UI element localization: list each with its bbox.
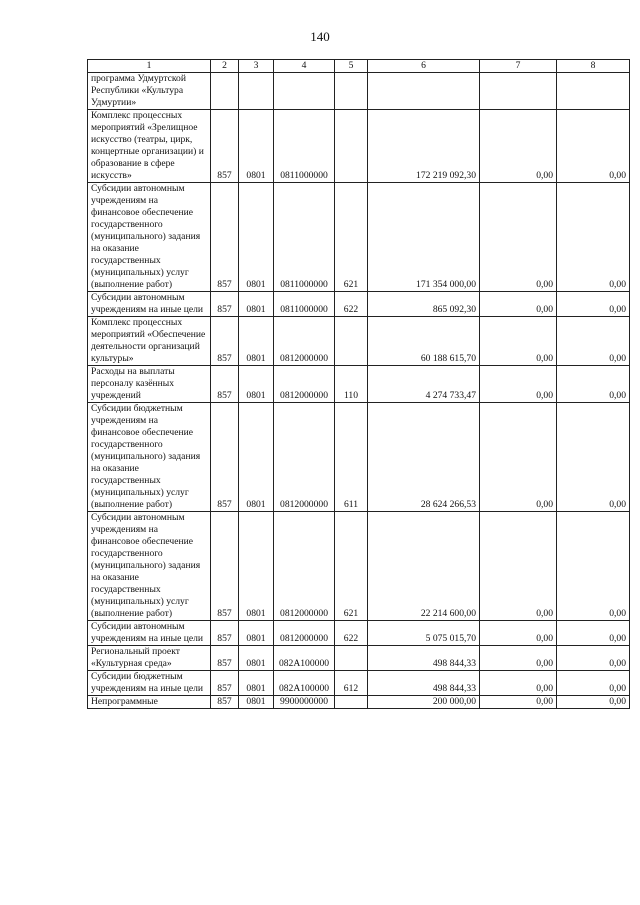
cell-amount: 28 624 266,53 <box>368 403 480 512</box>
cell-amount-7: 0,00 <box>480 110 557 183</box>
cell-expense-type <box>335 110 368 183</box>
row-name-cell: Субсидии автономным учреждениям на иные цели <box>88 292 211 317</box>
cell-expense-type <box>335 317 368 366</box>
cell-section-code: 0801 <box>239 621 274 646</box>
cell-amount-7: 0,00 <box>480 317 557 366</box>
header-row <box>88 60 630 73</box>
cell-target-article: 0812000000 <box>274 403 335 512</box>
cell-target-article: 0812000000 <box>274 366 335 403</box>
budget-table <box>87 59 630 709</box>
row-name-cell: Субсидии бюджетным учреждениям на финансовое обеспечение государственного (муниципального) задания на оказание государственных (муниципальных) услуг (выполнение работ) <box>88 403 211 512</box>
cell-section-code: 0801 <box>239 403 274 512</box>
cell-ministry-code: 857 <box>211 317 239 366</box>
cell-amount-8: 0,00 <box>557 646 630 671</box>
column-header: 3 <box>239 60 274 73</box>
cell-amount-8: 0,00 <box>557 366 630 403</box>
cell-target-article: 082A100000 <box>274 646 335 671</box>
cell-section-code: 0801 <box>239 110 274 183</box>
cell-target-article: 0812000000 <box>274 317 335 366</box>
cell-amount-8: 0,00 <box>557 512 630 621</box>
column-header: 4 <box>274 60 335 73</box>
cell-target-article: 0812000000 <box>274 621 335 646</box>
cell-amount-7: 0,00 <box>480 403 557 512</box>
cell-amount-7: 0,00 <box>480 696 557 709</box>
cell-amount-8: 0,00 <box>557 403 630 512</box>
row-name-cell: Комплекс процессных мероприятий «Обеспечение деятельности организаций культуры» <box>88 317 211 366</box>
cell-section-code: 0801 <box>239 292 274 317</box>
cell-target-article: 082A100000 <box>274 671 335 696</box>
column-header: 7 <box>480 60 557 73</box>
cell-ministry-code: 857 <box>211 183 239 292</box>
cell-target-article: 0811000000 <box>274 292 335 317</box>
cell-amount: 60 188 615,70 <box>368 317 480 366</box>
cell-section-code <box>239 73 274 110</box>
row-name-cell: Субсидии автономным учреждениям на финансовое обеспечение государственного (муниципального) задания на оказание государственных (муниципальных) услуг (выполнение работ) <box>88 512 211 621</box>
cell-expense-type: 611 <box>335 403 368 512</box>
cell-amount: 4 274 733,47 <box>368 366 480 403</box>
cell-section-code: 0801 <box>239 317 274 366</box>
table-row <box>88 512 630 621</box>
row-name-cell: Непрограммные <box>88 696 211 709</box>
cell-amount: 5 075 015,70 <box>368 621 480 646</box>
cell-expense-type: 621 <box>335 183 368 292</box>
cell-amount: 498 844,33 <box>368 646 480 671</box>
column-header: 5 <box>335 60 368 73</box>
page-number: 140 <box>310 29 330 44</box>
table-row <box>88 73 630 110</box>
table-row <box>88 621 630 646</box>
cell-target-article: 0811000000 <box>274 183 335 292</box>
row-name-cell: Субсидии автономным учреждениям на иные цели <box>88 621 211 646</box>
cell-amount-8: 0,00 <box>557 317 630 366</box>
cell-ministry-code: 857 <box>211 292 239 317</box>
row-name-cell: Субсидии автономным учреждениям на финансовое обеспечение государственного (муниципального) задания на оказание государственных (муниципальных) услуг (выполнение работ) <box>88 183 211 292</box>
cell-section-code: 0801 <box>239 646 274 671</box>
cell-expense-type: 612 <box>335 671 368 696</box>
cell-ministry-code: 857 <box>211 512 239 621</box>
cell-amount: 865 092,30 <box>368 292 480 317</box>
cell-ministry-code: 857 <box>211 646 239 671</box>
cell-amount-7: 0,00 <box>480 183 557 292</box>
cell-amount <box>368 73 480 110</box>
cell-section-code: 0801 <box>239 183 274 292</box>
table-row <box>88 292 630 317</box>
cell-amount: 172 219 092,30 <box>368 110 480 183</box>
cell-ministry-code <box>211 73 239 110</box>
cell-amount: 22 214 600,00 <box>368 512 480 621</box>
cell-section-code: 0801 <box>239 512 274 621</box>
cell-target-article <box>274 73 335 110</box>
cell-expense-type: 622 <box>335 292 368 317</box>
row-name-cell: Субсидии бюджетным учреждениям на иные цели <box>88 671 211 696</box>
table-row <box>88 403 630 512</box>
cell-amount-8: 0,00 <box>557 696 630 709</box>
cell-expense-type: 621 <box>335 512 368 621</box>
column-header: 1 <box>88 60 211 73</box>
table-row <box>88 366 630 403</box>
table-row <box>88 183 630 292</box>
cell-amount-7: 0,00 <box>480 292 557 317</box>
column-header: 6 <box>368 60 480 73</box>
row-name-cell: Региональный проект «Культурная среда» <box>88 646 211 671</box>
cell-ministry-code: 857 <box>211 110 239 183</box>
row-name-cell: Комплекс процессных мероприятий «Зрелищное искусство (театры, цирк, концертные организации) и образование в сфере искусств» <box>88 110 211 183</box>
cell-expense-type: 622 <box>335 621 368 646</box>
row-name-cell: программа Удмуртской Республики «Культура Удмуртии» <box>88 73 211 110</box>
cell-target-article: 0811000000 <box>274 110 335 183</box>
cell-amount-7: 0,00 <box>480 366 557 403</box>
column-header: 8 <box>557 60 630 73</box>
cell-amount: 171 354 000,00 <box>368 183 480 292</box>
table-row <box>88 317 630 366</box>
cell-expense-type <box>335 696 368 709</box>
cell-amount: 200 000,00 <box>368 696 480 709</box>
cell-amount-7: 0,00 <box>480 671 557 696</box>
table-row <box>88 671 630 696</box>
cell-ministry-code: 857 <box>211 671 239 696</box>
cell-amount-7: 0,00 <box>480 621 557 646</box>
cell-amount-8: 0,00 <box>557 183 630 292</box>
cell-expense-type <box>335 73 368 110</box>
cell-amount-7: 0,00 <box>480 512 557 621</box>
cell-amount-8: 0,00 <box>557 621 630 646</box>
cell-amount-8: 0,00 <box>557 110 630 183</box>
table-row <box>88 646 630 671</box>
column-header: 2 <box>211 60 239 73</box>
cell-ministry-code: 857 <box>211 696 239 709</box>
cell-ministry-code: 857 <box>211 366 239 403</box>
cell-amount-7: 0,00 <box>480 646 557 671</box>
cell-target-article: 0812000000 <box>274 512 335 621</box>
cell-expense-type: 110 <box>335 366 368 403</box>
cell-ministry-code: 857 <box>211 403 239 512</box>
cell-target-article: 9900000000 <box>274 696 335 709</box>
cell-amount-7 <box>480 73 557 110</box>
cell-ministry-code: 857 <box>211 621 239 646</box>
row-name-cell: Расходы на выплаты персоналу казённых учреждений <box>88 366 211 403</box>
cell-section-code: 0801 <box>239 366 274 403</box>
cell-amount-8 <box>557 73 630 110</box>
table-row <box>88 696 630 709</box>
cell-expense-type <box>335 646 368 671</box>
table-row <box>88 110 630 183</box>
cell-section-code: 0801 <box>239 696 274 709</box>
cell-section-code: 0801 <box>239 671 274 696</box>
cell-amount: 498 844,33 <box>368 671 480 696</box>
cell-amount-8: 0,00 <box>557 292 630 317</box>
cell-amount-8: 0,00 <box>557 671 630 696</box>
